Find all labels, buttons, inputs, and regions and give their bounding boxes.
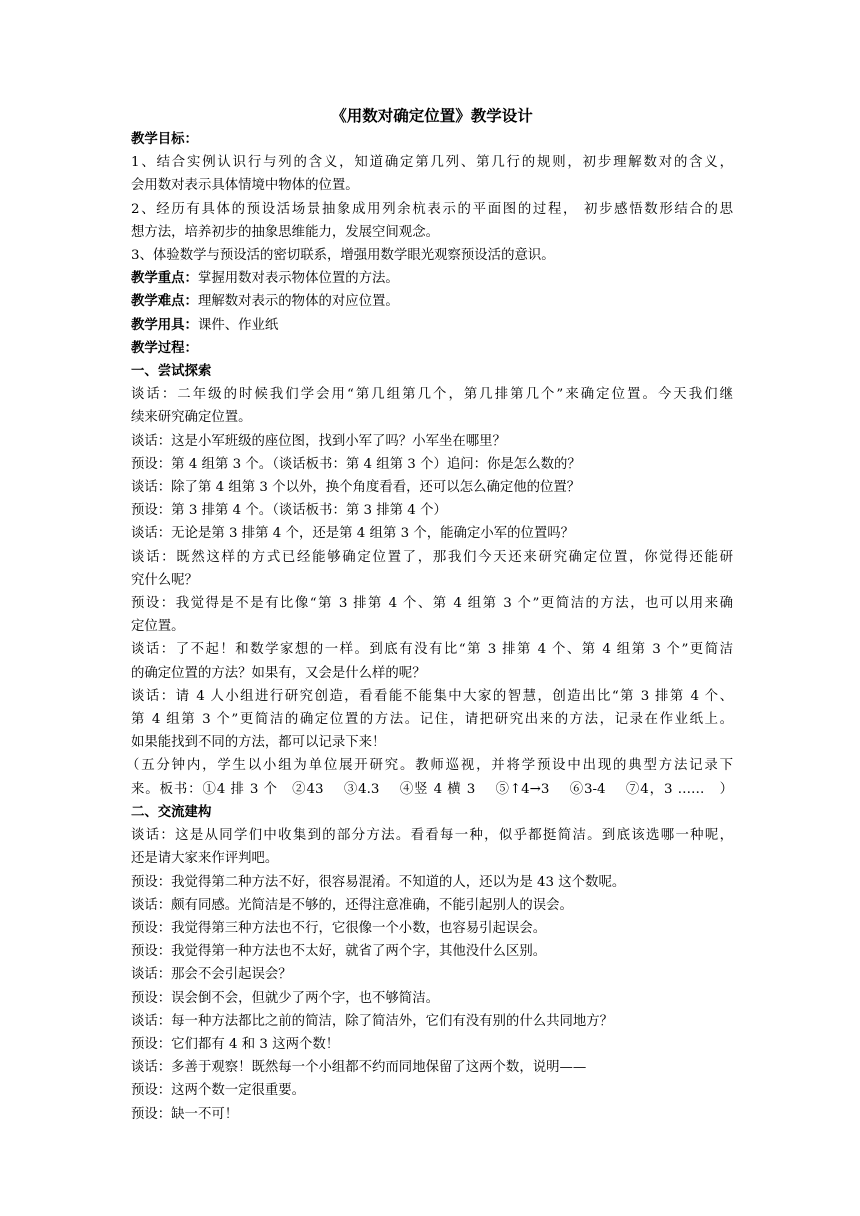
key-point-label: 教学重点： [131,270,198,287]
paragraph-line: 第 4 组第 3 个”更简洁的确定位置的方法。记住，请把研究出来的方法，记录在作业纸上。 [131,712,733,728]
section-2-heading: 二、交流建构 [131,803,212,820]
goal-3: 3、体验数学与预设活的密切联系，增强用数学眼光观察预设活的意识。 [131,248,555,264]
goal-2-line-2: 想方法，培养初步的抽象思维能力，发展空间观念。 [131,224,439,240]
paragraph-line: 谈话：这是从同学们中收集到的部分方法。看看每一种，似乎都挺简洁。到底该选哪一种呢， [131,828,733,844]
paragraph-line: 的确定位置的方法？如果有，又会是什么样的呢？ [131,665,426,681]
paragraph-line: 谈话：这是小军班级的座位图，找到小军了吗？小军坐在哪里？ [131,433,506,449]
difficulty-label: 教学难点： [131,293,198,310]
paragraph-line: 预设：这两个数一定很重要。 [131,1083,306,1099]
paragraph-line: 预设：我觉得第二种方法不好，很容易混淆。不知道的人，还以为是 43 这个数呢。 [131,874,626,890]
paragraph-line: （五分钟内，学生以小组为单位展开研究。教师巡视，并将学预设中出现的典型方法记录下 [126,758,733,774]
paragraph-line: 还是请大家来作评判吧。 [131,851,279,867]
board-methods-line: 来。板书：①4 排 3 个 ②43 ③4.3 ④竖 4 横 3 ⑤↑4→3 ⑥3-4 ⑦4，3 …… ） [131,781,733,797]
paragraph-line: 预设：误会倒不会，但就少了两个字，也不够简洁。 [131,990,439,1006]
paragraph-line: 谈话：除了第 4 组第 3 个以外，换个角度看看，还可以怎么确定他的位置？ [131,480,581,496]
paragraph-line: 预设：它们都有 4 和 3 这两个数！ [131,1036,340,1052]
paragraph-line: 预设：第 4 组第 3 个。（谈话板书：第 4 组第 3 个）追问：你是怎么数的？ [131,456,581,472]
tools-text: 课件、作业纸 [197,317,279,333]
paragraph-line: 谈话：那会不会引起误会？ [131,967,292,983]
process-heading: 教学过程： [131,339,198,356]
paragraph-line: 谈话：无论是第 3 排第 4 个，还是第 4 组第 3 个，能确定小军的位置吗？ [131,526,575,542]
goal-1-line-2: 会用数对表示具体情境中物体的位置。 [131,178,359,194]
document-page [126,104,733,1126]
paragraph-line: 预设：缺一不可！ [131,1106,239,1122]
paragraph-line: 究什么呢？ [131,572,198,588]
document-title: 《用数对确定位置》教学设计 [331,106,533,125]
key-point [131,267,733,290]
paragraph-line: 定位置。 [131,619,185,635]
teaching-tools [131,314,733,337]
goal-1-line-1: 1、结合实例认识行与列的含义，知道确定第几列、第几行的规则，初步理解数对的含义， [131,155,733,171]
difficulty-point [131,290,733,313]
paragraph-line: 预设：我觉得第一种方法也不太好，就省了两个字，其他没什么区别。 [131,944,547,960]
goal-2-line-1: 2、经历有具体的预设活场景抽象成用列余杭表示的平面图的过程， 初步感悟数形结合的思 [131,201,733,217]
paragraph-line: 如果能找到不同的方法，都可以记录下来！ [131,735,386,751]
paragraph-line: 谈话：每一种方法都比之前的简洁，除了简洁外，它们有没有别的什么共同地方？ [131,1013,614,1029]
paragraph-line: 谈话：了不起！和数学家想的一样。到底有没有比“第 3 排第 4 个、第 4 组第 3 个”更简洁 [131,642,733,658]
paragraph-line: 谈话：既然这样的方式已经能够确定位置了，那我们今天还来研究确定位置，你觉得还能研 [131,549,733,565]
paragraph-line: 预设：我觉得第三种方法也不行，它很像一个小数，也容易引起误会。 [131,920,547,936]
paragraph-line: 谈话：请 4 人小组进行研究创造，看看能不能集中大家的智慧，创造出比“第 3 排第 4 个、 [131,688,733,704]
key-point-text: 掌握用数对表示物体位置的方法。 [197,271,399,287]
section-1-heading: 一、尝试探索 [131,363,212,380]
goals-heading: 教学目标： [131,131,198,147]
difficulty-text: 理解数对表示的物体的对应位置。 [197,294,399,310]
paragraph-line: 谈话：颇有同感。光简洁是不够的，还得注意准确，不能引起别人的误会。 [131,897,573,913]
paragraph-line: 谈话：多善于观察！既然每一个小组都不约而同地保留了这两个数，说明—— [131,1060,587,1076]
paragraph-line: 预设：我觉得是不是有比像“第 3 排第 4 个、第 4 组第 3 个”更简洁的方法，也可以用来确 [131,596,733,612]
tools-label: 教学用具： [131,316,198,333]
paragraph-line: 预设：第 3 排第 4 个。（谈话板书：第 3 排第 4 个） [131,503,447,519]
paragraph-line: 续来研究确定位置。 [131,410,252,426]
paragraph-line: 谈话：二年级的时候我们学会用“第几组第几个，第几排第几个”来确定位置。今天我们继 [131,387,733,403]
